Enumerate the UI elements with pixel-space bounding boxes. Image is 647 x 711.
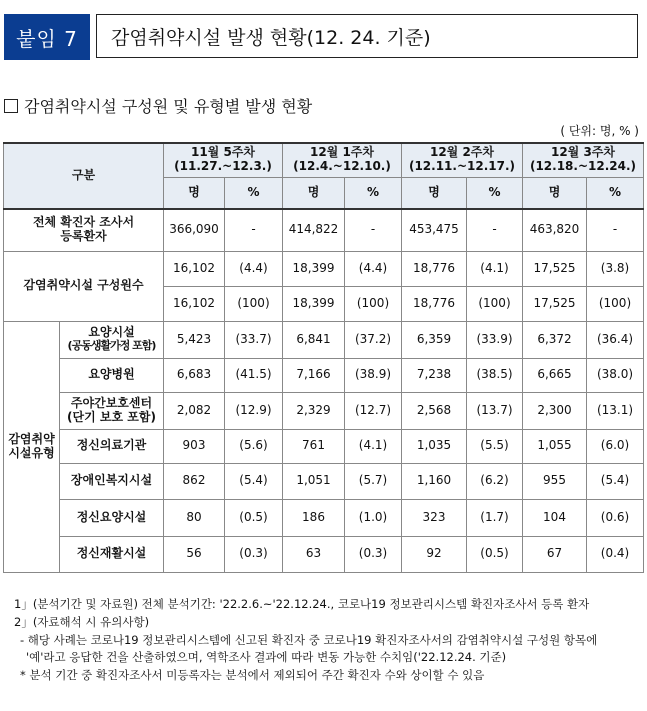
row-label: 장애인복지시설 (60, 463, 164, 499)
table-row (4, 251, 644, 286)
note-asterisk: * 분석 기간 중 확진자조사서 미등록자는 분석에서 제외되어 주간 확진자 수와 상이할 수 있음 (20, 668, 485, 683)
cell: (4.4) (345, 251, 402, 286)
cell: (6.0) (587, 429, 644, 463)
cell: 862 (164, 463, 225, 499)
cell: 2,300 (523, 392, 587, 429)
week-header: 12월 1주차 (12.4.~12.10.) (283, 143, 402, 177)
cell: 67 (523, 536, 587, 572)
cell: (33.9) (467, 321, 523, 358)
cell: (13.1) (587, 392, 644, 429)
cell: (41.5) (225, 358, 283, 392)
cell: 903 (164, 429, 225, 463)
table-row (4, 499, 644, 536)
cell: 366,090 (164, 209, 225, 251)
row-label: 정신의료기관 (60, 429, 164, 463)
cell: (6.2) (467, 463, 523, 499)
week-header: 12월 3주차 (12.18.~12.24.) (523, 143, 644, 177)
cell: (4.4) (225, 251, 283, 286)
pct-header: % (225, 177, 283, 209)
footnotes (14, 596, 597, 685)
cell: (100) (225, 286, 283, 321)
table-row (4, 429, 644, 463)
cell: (33.7) (225, 321, 283, 358)
cell: 63 (283, 536, 345, 572)
cell: 6,683 (164, 358, 225, 392)
cell: 16,102 (164, 286, 225, 321)
cell: (4.1) (345, 429, 402, 463)
outbreak-table (3, 142, 644, 573)
row-label: 요양병원 (60, 358, 164, 392)
cell: (100) (587, 286, 644, 321)
cell: (13.7) (467, 392, 523, 429)
note-2-detail-cont: '예'라고 응답한 건을 산출하였으며, 역학조사 결과에 따라 변동 가능한 수치임('22.12.24. 기준) (26, 650, 507, 665)
cell: - (587, 209, 644, 251)
unit-label: ( 단위: 명, % ) (560, 124, 639, 138)
cell: (5.4) (225, 463, 283, 499)
count-header: 명 (523, 177, 587, 209)
cell: 18,399 (283, 251, 345, 286)
cell: (4.1) (467, 251, 523, 286)
cell: 463,820 (523, 209, 587, 251)
cell: 18,776 (402, 286, 467, 321)
cell: 5,423 (164, 321, 225, 358)
table-row (4, 392, 644, 429)
table-row (4, 358, 644, 392)
week-header: 12월 2주차 (12.11.~12.17.) (402, 143, 523, 177)
section-title-text: 감염취약시설 구성원 및 유형별 발생 현황 (24, 97, 313, 116)
corner-header: 구분 (4, 143, 164, 209)
page-title: 감염취약시설 발생 현황(12. 24. 기준) (96, 14, 638, 58)
type-group-label: 감염취약 시설유형 (4, 321, 60, 572)
cell: 323 (402, 499, 467, 536)
appendix-badge: 붙임 7 (4, 14, 90, 60)
cell: (12.9) (225, 392, 283, 429)
row-label: 전체 확진자 조사서 등록환자 (4, 209, 164, 251)
table-row (4, 536, 644, 572)
cell: 1,160 (402, 463, 467, 499)
cell: (1.7) (467, 499, 523, 536)
cell: 80 (164, 499, 225, 536)
cell: 1,055 (523, 429, 587, 463)
cell: (5.5) (467, 429, 523, 463)
pct-header: % (587, 177, 644, 209)
cell: - (345, 209, 402, 251)
cell: (0.3) (225, 536, 283, 572)
cell: (0.4) (587, 536, 644, 572)
header (4, 14, 641, 60)
cell: (38.0) (587, 358, 644, 392)
count-header: 명 (283, 177, 345, 209)
cell: - (225, 209, 283, 251)
cell: 6,841 (283, 321, 345, 358)
cell: 1,035 (402, 429, 467, 463)
section-title (4, 94, 312, 117)
week-header: 11월 5주차 (11.27.~12.3.) (164, 143, 283, 177)
cell: (12.7) (345, 392, 402, 429)
table-row (4, 321, 644, 358)
cell: 2,329 (283, 392, 345, 429)
row-label: 정신요양시설 (60, 499, 164, 536)
cell: 6,665 (523, 358, 587, 392)
cell: 7,238 (402, 358, 467, 392)
cell: (5.6) (225, 429, 283, 463)
cell: (100) (467, 286, 523, 321)
cell: 18,776 (402, 251, 467, 286)
cell: (36.4) (587, 321, 644, 358)
cell: (38.9) (345, 358, 402, 392)
cell: 92 (402, 536, 467, 572)
note-1: 1」(분석기간 및 자료원) 전체 분석기간: '22.2.6.~'22.12.24., 코로나19 정보관리시스템 확진자조사서 등록 환자 (14, 597, 590, 611)
cell: 17,525 (523, 286, 587, 321)
cell: (0.3) (345, 536, 402, 572)
cell: (5.4) (587, 463, 644, 499)
pct-header: % (345, 177, 402, 209)
cell: 2,568 (402, 392, 467, 429)
cell: - (467, 209, 523, 251)
cell: 453,475 (402, 209, 467, 251)
cell: 56 (164, 536, 225, 572)
square-bullet-icon (4, 99, 18, 113)
cell: (100) (345, 286, 402, 321)
table-row (4, 209, 644, 251)
count-header: 명 (402, 177, 467, 209)
cell: 2,082 (164, 392, 225, 429)
cell: 186 (283, 499, 345, 536)
cell: (37.2) (345, 321, 402, 358)
table-row (4, 463, 644, 499)
pct-header: % (467, 177, 523, 209)
cell: 955 (523, 463, 587, 499)
cell: 414,822 (283, 209, 345, 251)
row-label: 감염취약시설 구성원수 (4, 251, 164, 321)
count-header: 명 (164, 177, 225, 209)
cell: (0.5) (467, 536, 523, 572)
note-2-detail: - 해당 사례는 코로나19 정보관리시스템에 신고된 확진자 중 코로나19 확진자조사서의 감염취약시설 구성원 항목에 (20, 632, 598, 647)
note-2: 2」(자료해석 시 유의사항) (14, 614, 150, 629)
cell: 17,525 (523, 251, 587, 286)
cell: 104 (523, 499, 587, 536)
cell: 7,166 (283, 358, 345, 392)
cell: 18,399 (283, 286, 345, 321)
cell: (38.5) (467, 358, 523, 392)
cell: 6,372 (523, 321, 587, 358)
cell: (0.6) (587, 499, 644, 536)
cell: (3.8) (587, 251, 644, 286)
cell: 1,051 (283, 463, 345, 499)
row-label: 요양시설 (공동생활가정 포함) (60, 321, 164, 358)
cell: 761 (283, 429, 345, 463)
row-label: 주야간보호센터 (단기 보호 포함) (60, 392, 164, 429)
cell: 6,359 (402, 321, 467, 358)
cell: (5.7) (345, 463, 402, 499)
cell: (1.0) (345, 499, 402, 536)
cell: 16,102 (164, 251, 225, 286)
row-label: 정신재활시설 (60, 536, 164, 572)
cell: (0.5) (225, 499, 283, 536)
